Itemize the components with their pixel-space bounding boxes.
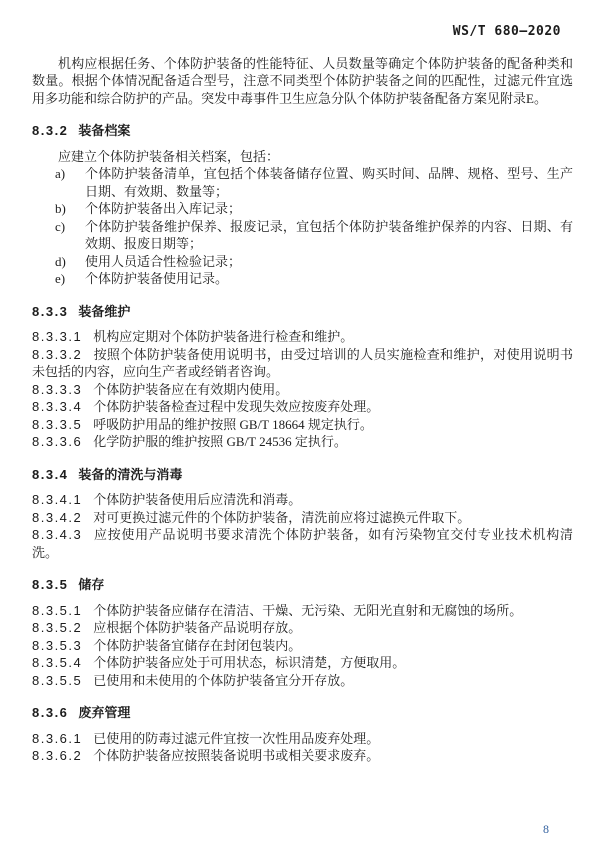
- section-heading-8-3-4: [32, 466, 573, 484]
- document-header: [32, 22, 573, 41]
- list-marker: a): [55, 166, 66, 181]
- section-number: 8.3.6: [32, 705, 69, 720]
- clause-number: 8.3.3.1: [32, 329, 83, 344]
- clause-text: 应根据个体防护装备产品说明存放。: [93, 620, 302, 635]
- clause: [32, 491, 573, 509]
- clause-number: 8.3.6.1: [32, 730, 83, 746]
- clause: [32, 416, 573, 434]
- clause: [32, 730, 573, 748]
- clause-text: 呼吸防护用品的维护按照 GB/T 18664 规定执行。: [93, 416, 373, 432]
- clause-text: 应按使用产品说明书要求清洗个体防护装备，如有污染物宜交付专业技术机构清洗。: [32, 527, 573, 560]
- clause-text: 机构应定期对个体防护装备进行检查和维护。: [93, 329, 354, 344]
- clause-text: 个体防护装备宜储存在封闭包装内。: [93, 637, 302, 653]
- section-number: 8.3.4: [32, 466, 69, 482]
- clause: [32, 747, 573, 765]
- intro-paragraph: 机构应根据任务、个体防护装备的性能特征、人员数量等确定个体防护装备的配备种类和数量。根据个体情况配备适合型号，注意不同类型个体防护装备之间的匹配性，过滤元件宜选用多功能和综合防护的产品。突发中毒事件卫生应急分队个体防护装备配备方案见附录E。: [32, 55, 573, 106]
- section-heading-8-3-3: [32, 303, 573, 321]
- clause-number: 8.3.3.4: [32, 399, 83, 414]
- list-item: [55, 253, 573, 271]
- list-item-text: 个体防护装备清单，宜包括个体装备储存位置、购买时间、品牌、规格、型号、生产日期、有效期、数量等；: [85, 166, 573, 199]
- clause: [32, 654, 573, 672]
- list-item-text: 个体防护装备维护保养、报废记录，宜包括个体防护装备维护保养的内容、日期、有效期、报废日期等；: [85, 218, 573, 251]
- clause-number: 8.3.3.2: [32, 346, 83, 362]
- clause-text: 个体防护装备应按照装备说明书或相关要求废弃。: [93, 748, 380, 763]
- list-item-text: 个体防护装备使用记录。: [85, 271, 229, 286]
- clause-number: 8.3.5.5: [32, 672, 83, 688]
- clause: [32, 328, 573, 346]
- clause-text: 化学防护服的维护按照 GB/T 24536 定执行。: [93, 434, 347, 449]
- section-heading-8-3-6: [32, 704, 573, 722]
- clause-text: 个体防护装备检查过程中发现失效应按废弃处理。: [93, 399, 380, 414]
- section-number: 8.3.3: [32, 303, 69, 319]
- clause-number: 8.3.4.1: [32, 492, 83, 507]
- clause-text: 已使用的防毒过滤元件宜按一次性用品废弃处理。: [93, 730, 380, 746]
- section-title: 装备维护: [78, 303, 131, 319]
- section-lead: 应建立个体防护装备相关档案，包括：: [58, 148, 280, 164]
- clause-text: 已使用和未使用的个体防护装备宜分开存放。: [93, 672, 354, 688]
- section-heading-8-3-5: [32, 576, 573, 594]
- list-marker: c): [55, 218, 66, 234]
- section-number: 8.3.2: [32, 123, 69, 138]
- list-item-text: 使用人员适合性检验记录；: [85, 253, 242, 269]
- clause: [32, 433, 573, 451]
- clause-text: 个体防护装备应处于可用状态，标识清楚，方便取用。: [93, 655, 406, 670]
- clause-number: 8.3.4.3: [32, 527, 83, 542]
- clause: [32, 346, 573, 381]
- page-number: 8: [543, 821, 549, 836]
- clause-text: 个体防护装备使用后应清洗和消毒。: [93, 492, 302, 507]
- clause-number: 8.3.6.2: [32, 748, 83, 763]
- clause: [32, 381, 573, 399]
- list-item: [55, 270, 573, 288]
- section-title: 装备档案: [78, 123, 131, 138]
- clause-number: 8.3.3.5: [32, 416, 83, 432]
- clause-number: 8.3.5.3: [32, 637, 83, 653]
- section-heading-8-3-2: [32, 122, 573, 140]
- clause-number: 8.3.3.3: [32, 381, 83, 397]
- list-item: [55, 200, 573, 218]
- list-item-text: 个体防护装备出入库记录；: [85, 201, 242, 216]
- section-title: 废弃管理: [78, 705, 131, 720]
- clause: [32, 672, 573, 690]
- clause-number: 8.3.3.6: [32, 434, 83, 449]
- clause: [32, 526, 573, 561]
- clause: [32, 398, 573, 416]
- standard-number: WS/T 680—2020: [452, 24, 561, 39]
- clause: [32, 509, 573, 527]
- list-marker: e): [55, 271, 66, 286]
- clause-number: 8.3.5.1: [32, 602, 83, 618]
- clause: [32, 619, 573, 637]
- clause-text: 按照个体防护装备使用说明书，由受过培训的人员实施检查和维护，对使用说明书未包括的内容，应向生产者或经销者咨询。: [32, 346, 573, 379]
- list-marker: d): [55, 253, 66, 269]
- clause-number: 8.3.5.4: [32, 655, 83, 670]
- archive-record-list: [32, 165, 573, 288]
- list-marker: b): [55, 201, 66, 216]
- clause-number: 8.3.5.2: [32, 620, 83, 635]
- section-title: 储存: [78, 577, 105, 592]
- list-item: [55, 165, 573, 200]
- clause-number: 8.3.4.2: [32, 509, 83, 525]
- section-number: 8.3.5: [32, 577, 69, 592]
- clause-text: 个体防护装备应在有效期内使用。: [93, 381, 289, 397]
- clause-text: 个体防护装备应储存在清洁、干燥、无污染、无阳光直射和无腐蚀的场所。: [93, 602, 523, 618]
- clause: [32, 602, 573, 620]
- clause-text: 对可更换过滤元件的个体防护装备，清洗前应将过滤换元件取下。: [93, 509, 471, 525]
- clause: [32, 637, 573, 655]
- section-title: 装备的清洗与消毒: [78, 466, 183, 482]
- list-item: [55, 218, 573, 253]
